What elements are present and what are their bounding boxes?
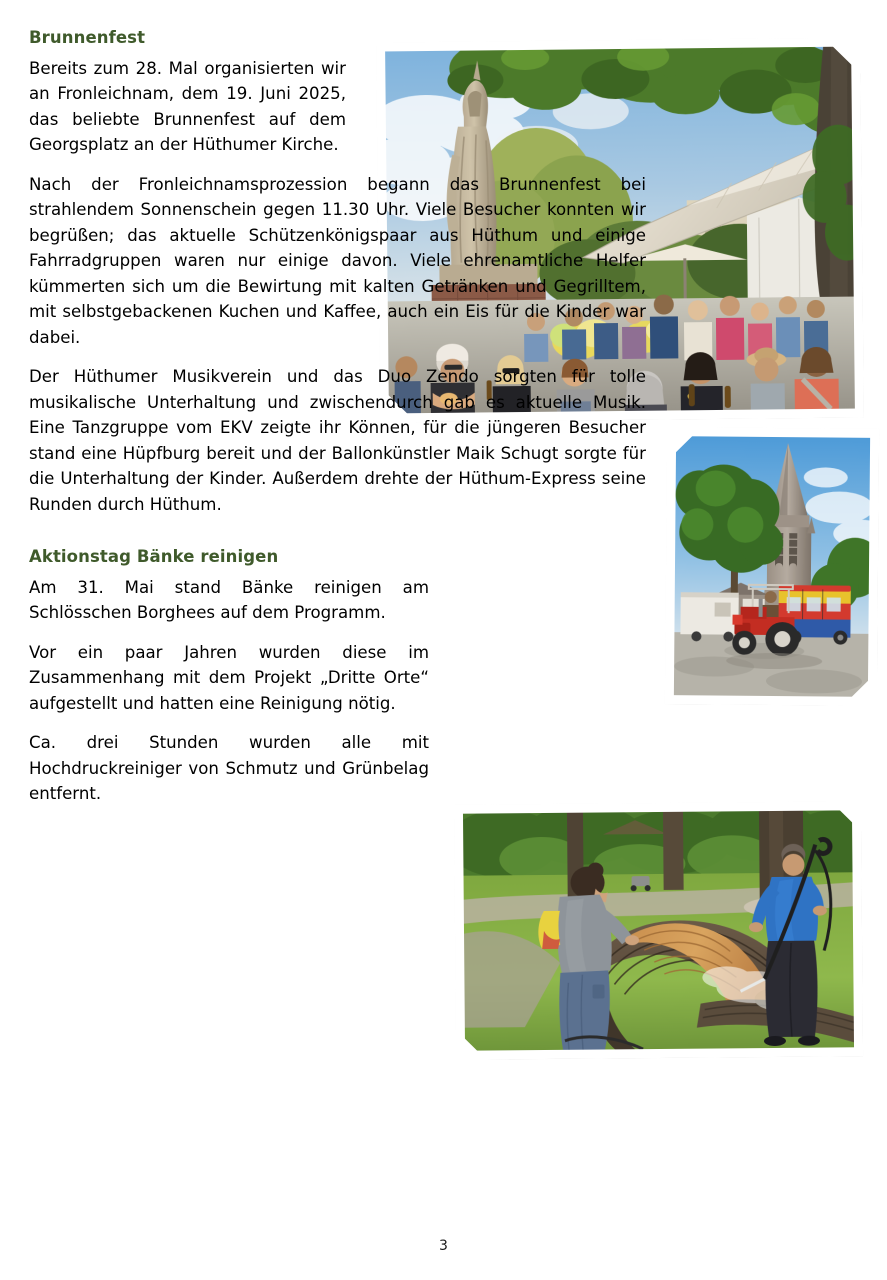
huethum-express-photo [665, 427, 879, 706]
baenke-reinigen-photo [454, 801, 863, 1060]
page-number: 3 [439, 1238, 448, 1254]
baenke-reinigen-photo-image [463, 810, 854, 1050]
paragraph: Der Hüthumer Musikverein und das Duo Zendo sorgten für tolle musikalische Unterhaltung und zwischendurch gab es aktuelle Musik. Eine Tanzgruppe vom EKV zeigte ihr Können, für die jüngeren Besucher stand eine Hüpfburg bereit und der Ballonkünstler Maik Schugt sorgte für die Unterhaltung der Kinder. Außerdem drehte der Hüthum-Express seine Runden durch Hüthum. [29, 367, 646, 514]
huethum-express-photo-image [674, 436, 870, 697]
page-title: Brunnenfest [29, 28, 146, 47]
section-heading: Aktionstag Bänke reinigen [29, 547, 279, 567]
paragraph: Bereits zum 28. Mal organisierten wir an Fronleichnam, dem 19. Juni 2025, das beliebte Brunnenfest auf dem Georgsplatz an der Hüthumer Kirche. [29, 58, 346, 155]
article-body [29, 28, 646, 807]
paragraph: Vor ein paar Jahren wurden diese im Zusammenhang mit dem Projekt „Dritte Orte“ aufgestellt und hatten eine Reinigung nötig. [29, 642, 429, 713]
paragraph: Nach der Fronleichnamsprozession begann das Brunnenfest bei strahlendem Sonnenschein gegen 11.30 Uhr. Viele Besucher konnten wir begrüßen; das aktuelle Schützenkönigspaar aus Hüthum und einige Fahrradgruppen waren nur einige davon. Viele ehrenamtliche Helfer kümmerten sich um die Bewirtung mit kalten Getränken und Gegrilltem, mit selbstgebackenen Kuchen und Kaffee, auch ein Eis für die Kinder war dabei. [29, 174, 646, 347]
paragraph: Am 31. Mai stand Bänke reinigen am Schlösschen Borghees auf dem Programm. [29, 577, 429, 623]
section-aktionstag [29, 547, 646, 807]
paragraph: Ca. drei Stunden wurden alle mit Hochdruckreiniger von Schmutz und Grünbelag entfernt. [29, 733, 429, 804]
